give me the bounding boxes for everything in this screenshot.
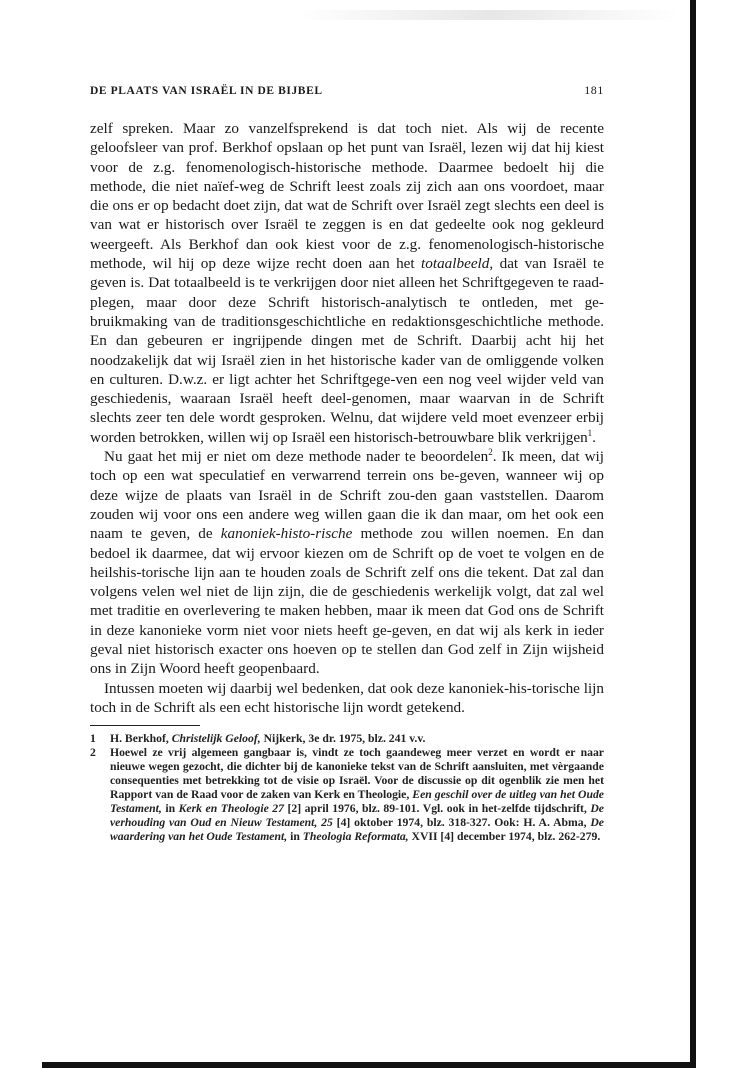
p2-text-b: . Ik meen, dat wij toch op een wat speculatief en verwarrend terrein ons be-geven, wanneer wij op deze wijze de plaats van Israël in de Schrift zou-den gaan vaststellen. Daarom zouden wij voor ons een andere weg willen gaan die ik dan maar, om het ook een naam te geven, de [90, 448, 604, 543]
p2-emphasis: kanoniek-histo-rische [220, 525, 353, 543]
footnote-2-text: Hoewel ze vrij algemeen gangbaar is, vindt ze toch gaandeweg meer verzet en wordt er naar nieuwe wegen gezocht, die dichter bij de kanonieke tekst van de Schrift aansluiten, met vèrgaande consequenties met betrekking tot de visie op Israël. Voor de discussie op dit ogenblik zie men het Rapport van de Raad voor de zaken van Kerk en Theologie, Een geschil over de uitleg van het Oude Testament, in Kerk en Theologie 27 [2] april 1976, blz. 89-101. Vgl. ook in het-zelfde tijdschrift, De verhouding van Oud en Nieuw Testament, 25 [4] oktober 1974, blz. 318-327. Ook: H. A. Abma, De waardering van het Oude Testament, in Theologia Reformata, XVII [4] december 1974, blz. 262-279. [110, 746, 604, 843]
page-number: 181 [584, 83, 604, 97]
p1-text-c: . [592, 428, 596, 446]
paragraph-2 [90, 447, 604, 679]
p2-text-a: Nu gaat het mij er niet om deze methode nader te beoordelen [104, 448, 489, 466]
footnote-mark-2: 2 [90, 746, 96, 760]
book-page [90, 83, 604, 843]
footnote-2 [90, 746, 604, 843]
p1-text-a: zelf spreken. Maar zo vanzelfsprekend is dat toch niet. Als wij de recente geloofsleer van prof. Berkhof opslaan op het punt van Israël, lezen wij dat hij kiest voor de z.g. fenomenologisch-historische methode. Daarmee bedoelt hij die methode, die niet naïef-weg de Schrift leest zoals zij zich aan ons voordoet, maar die ons er op bedacht doet zijn, dat wat de Schrift over Israël zegt slechts een deel is van wat er historisch over Israël te zeggen is en dat gedeelte ook nog gekleurd weergeeft. Als Berkhof dan ook kiest voor de z.g. fenomenologisch-historische methode, wil hij op deze wijze recht doen aan het [90, 120, 604, 273]
scan-smudge [300, 10, 680, 20]
p1-text-b: dat van Israël te geven is. Dat totaalbeeld is te verkrijgen door niet alleen het Schriftgegeven te raad-plegen, maar door deze Schrift historisch-analytisch te ontleden, met ge-bruikmaking van de traditionsgeschichtliche en redaktionsgeschichtliche methode. En dan gebeuren er ingrijpende dingen met de Schrift. Daarbij acht hij het noodzakelijk dat wij Israël zien in het historische kader van de omliggende volken en culturen. D.w.z. er ligt achter het Schriftgege-ven een nog veel wijder veld van geschiedenis, waaraan Israël heeft deel-genomen, maar waarvan in de Schrift slechts zeer ten dele wordt gesproken. Welnu, dat wijdere veld moet evenzeer erbij worden betrokken, willen wij op Israël een historisch-betrouwbare blik verkrijgen [90, 255, 605, 446]
footnote-rule [90, 725, 200, 726]
footnote-ref-1: 1 [587, 427, 593, 438]
p2-text-c: methode zou willen noemen. En dan bedoel ik daarmee, dat wij ervoor kiezen om de Schrift op de voet te volgen en de heilshis-torische lijn aan te houden zoals de Schrift zelf ons die tekent. Dat zal dan volgens velen wel niet de lijn zijn, die de geschiedenis werkelijk volgt, dat zal wel met traditie en overlevering te maken hebben, maar ik meen dat God ons de Schrift in deze kanonieke vorm niet voor niets heeft ge-geven, en dat wij als kerk in ieder geval niet historisch exacter ons hoeven op te stellen dan God zelf in Zijn wijsheid ons in Zijn Woord heeft geopenbaard. [90, 525, 604, 678]
p1-emphasis: totaalbeeld, [421, 255, 494, 273]
body-text [90, 119, 604, 717]
footnote-mark-1: 1 [90, 732, 96, 746]
scan-edge-right [690, 0, 696, 1068]
footnote-1-text: H. Berkhof, Christelijk Geloof, Nijkerk, 3e dr. 1975, blz. 241 v.v. [110, 732, 426, 746]
footnote-1 [90, 732, 604, 746]
footnote-ref-2: 2 [488, 446, 493, 457]
scan-edge-bottom [42, 1062, 696, 1068]
running-title: DE PLAATS VAN ISRAËL IN DE BIJBEL [90, 85, 323, 97]
paragraph-3: Intussen moeten wij daarbij wel bedenken, dat ook deze kanoniek-his-torische lijn toch in de Schrift als een echt historische lijn wordt getekend. [90, 679, 604, 716]
paragraph-1 [90, 119, 604, 447]
running-header [90, 83, 604, 98]
